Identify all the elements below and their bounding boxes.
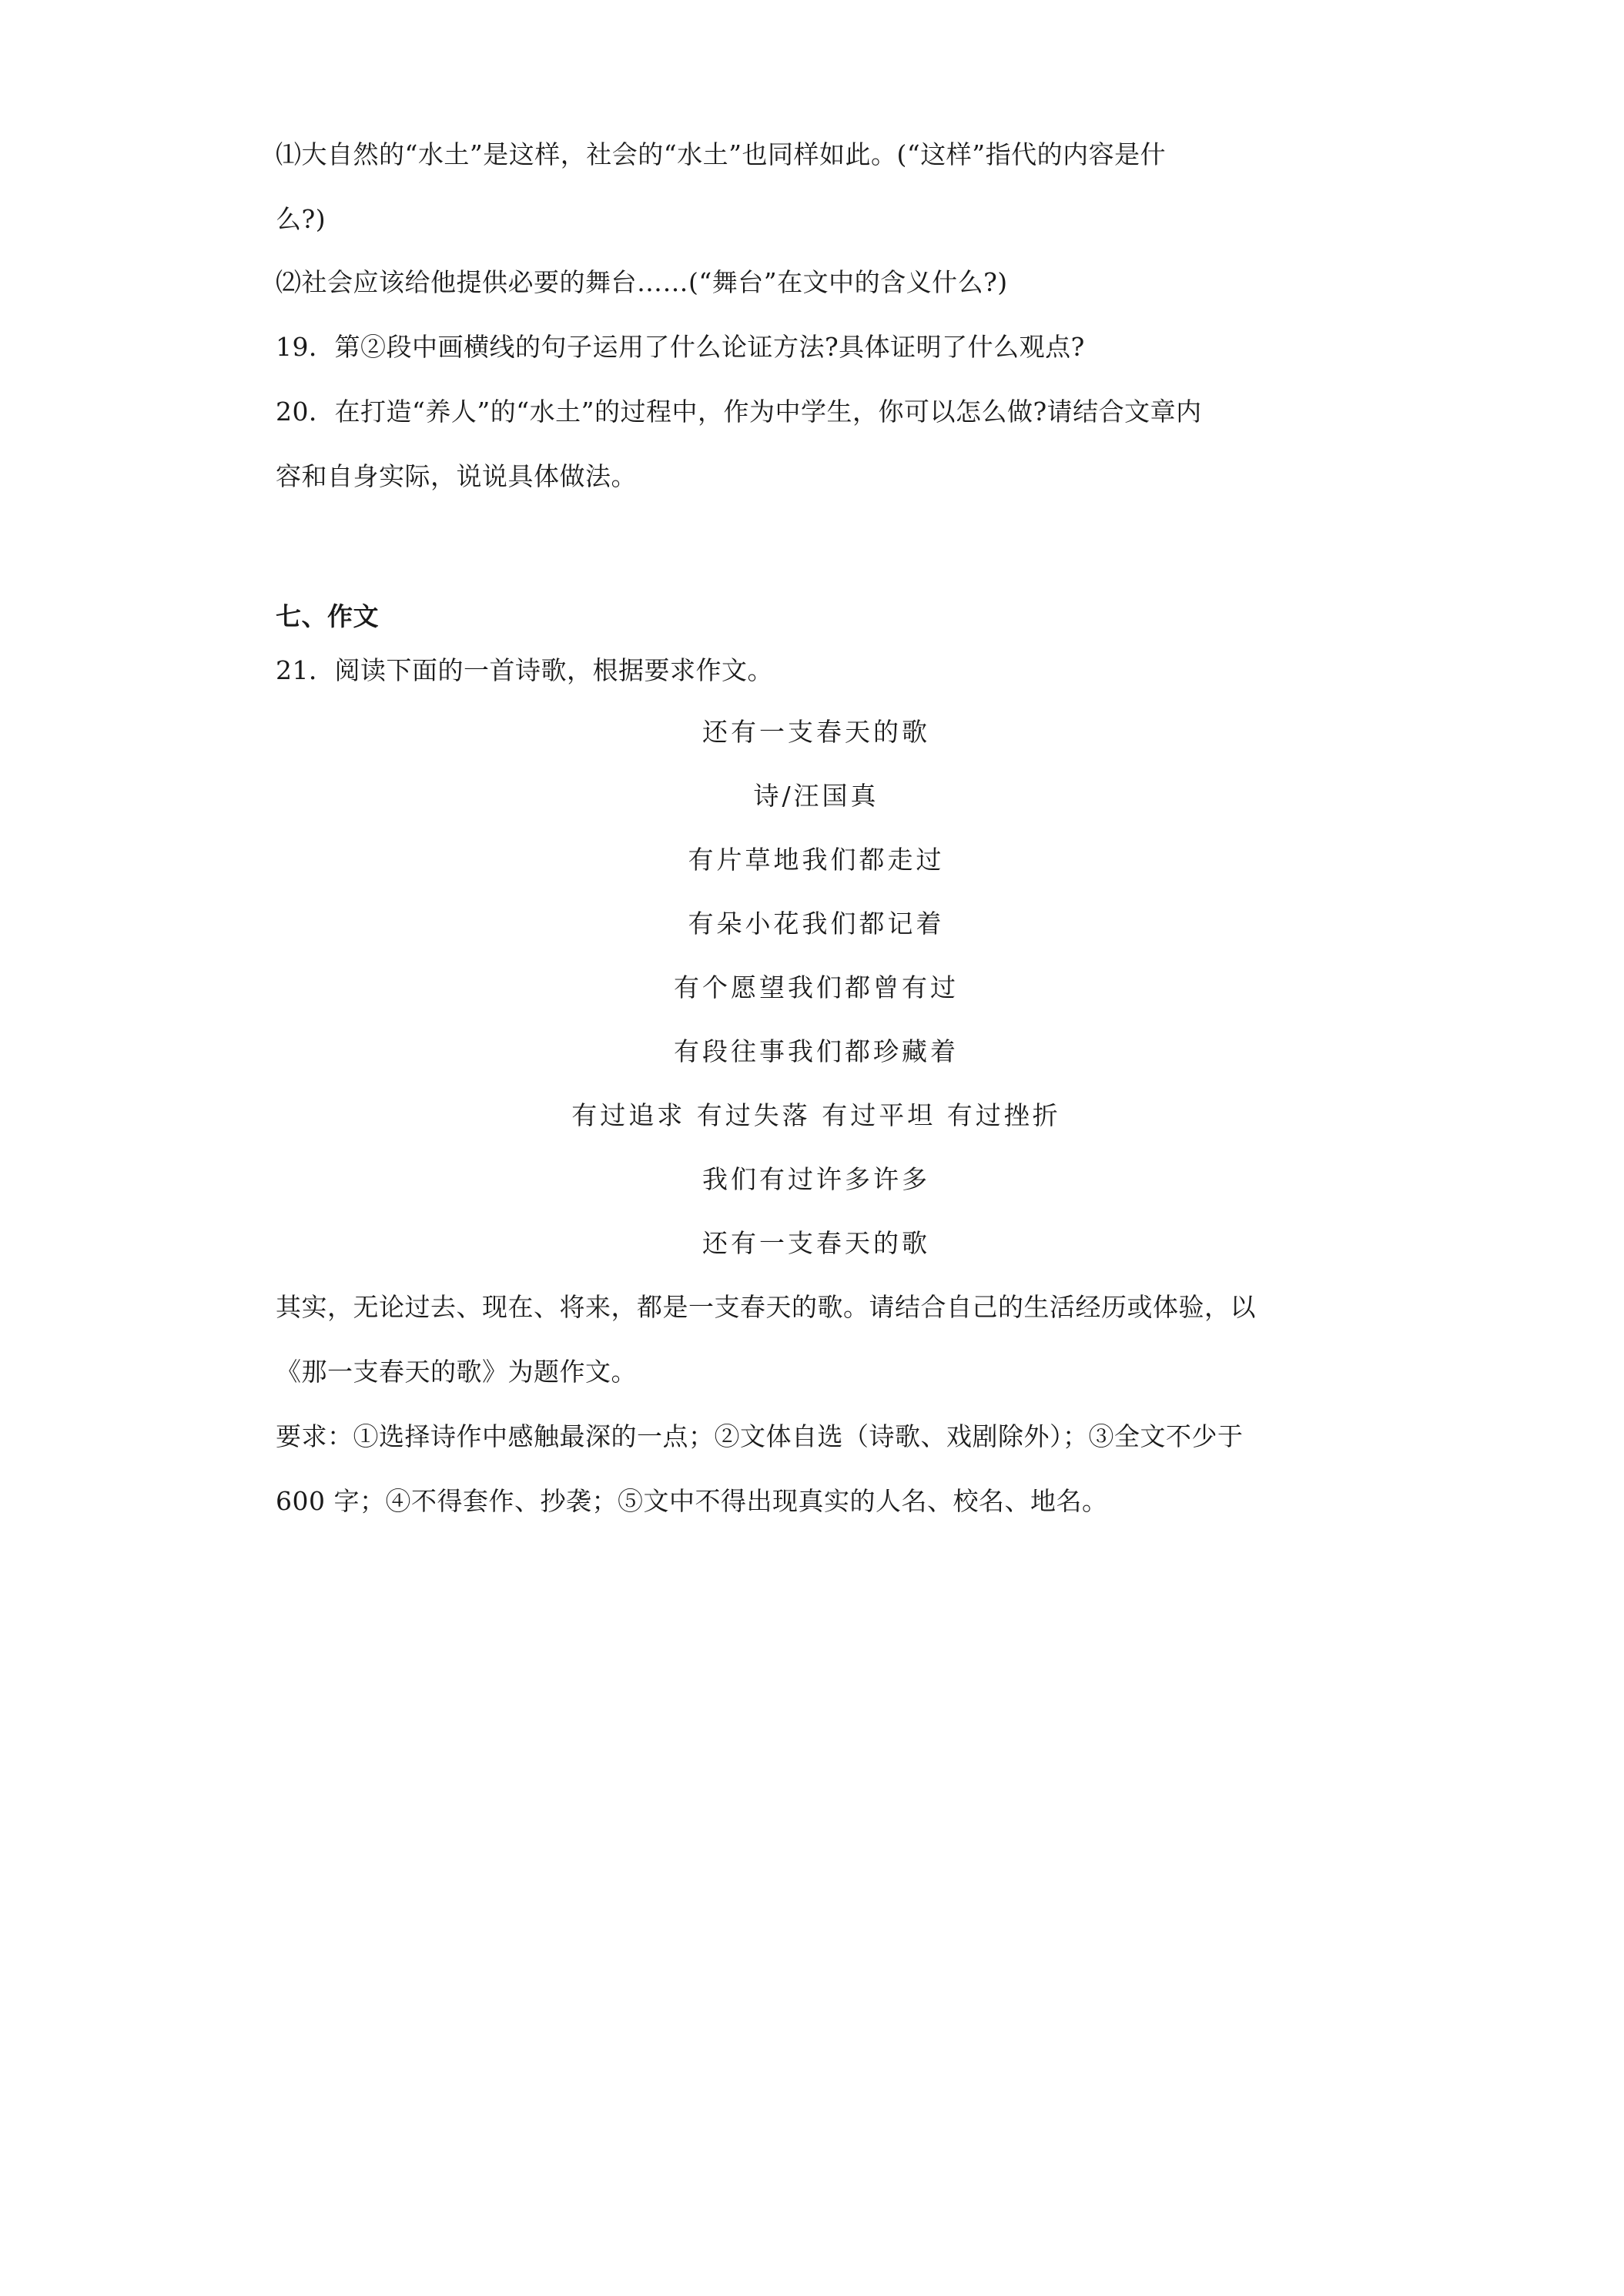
poem-line: 还有一支春天的歌 bbox=[702, 1228, 930, 1258]
poem-line: 有过追求 有过失落 有过平坦 有过挫折 bbox=[571, 1100, 1061, 1130]
poem-line: 我们有过许多许多 bbox=[702, 1164, 930, 1194]
question-19: 19．第②段中画横线的句子运用了什么论证方法?具体证明了什么观点? bbox=[276, 332, 1085, 362]
poem-line: 有个愿望我们都曾有过 bbox=[674, 972, 959, 1002]
poem-title: 还有一支春天的歌 bbox=[702, 717, 930, 747]
question-18-1-line-2: 么?) bbox=[276, 204, 326, 234]
composition-instruction-line-1: 其实，无论过去、现在、将来，都是一支春天的歌。请结合自己的生活经历或体验，以 bbox=[276, 1292, 1256, 1322]
question-18-1-line-1: ⑴大自然的“水土”是这样，社会的“水土”也同样如此。(“这样”指代的内容是什 bbox=[276, 139, 1167, 169]
poem-author: 诗/汪国真 bbox=[753, 781, 879, 811]
composition-requirements-line-1: 要求：①选择诗作中感触最深的一点；②文体自选（诗歌、戏剧除外）；③全文不少于 bbox=[276, 1421, 1244, 1451]
poem-line: 有片草地我们都走过 bbox=[688, 845, 945, 875]
poem-line: 有段往事我们都珍藏着 bbox=[674, 1036, 959, 1066]
composition-instruction-line-2: 《那一支春天的歌》为题作文。 bbox=[276, 1357, 637, 1387]
composition-requirements-line-2: 600 字；④不得套作、抄袭；⑤文中不得出现真实的人名、校名、地名。 bbox=[276, 1486, 1108, 1516]
question-21-prompt: 21．阅读下面的一首诗歌，根据要求作文。 bbox=[276, 655, 773, 685]
question-20-line-1: 20．在打造“养人”的“水土”的过程中，作为中学生，你可以怎么做?请结合文章内 bbox=[276, 397, 1202, 427]
question-18-2: ⑵社会应该给他提供必要的舞台……(“舞台”在文中的含义什么?) bbox=[276, 267, 1008, 297]
question-20-line-2: 容和自身实际，说说具体做法。 bbox=[276, 461, 637, 491]
poem-line: 有朵小花我们都记着 bbox=[688, 909, 945, 939]
section-heading-composition: 七、作文 bbox=[276, 601, 379, 631]
